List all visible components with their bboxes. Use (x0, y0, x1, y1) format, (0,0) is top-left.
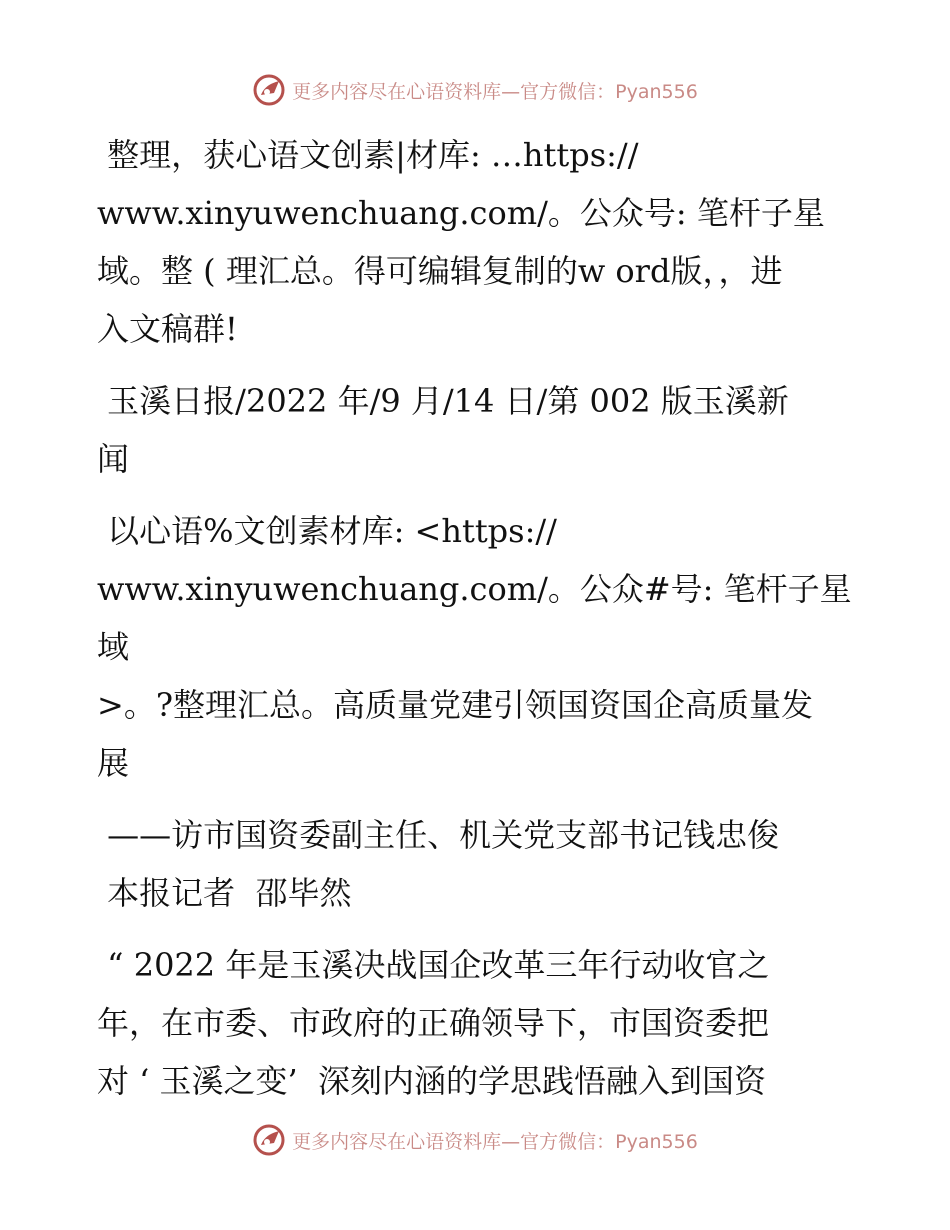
watermark-banner-bottom (0, 1123, 950, 1157)
paragraph-source: 玉溪日报/2022 年/9 月/14 日/第 002 版玉溪新 闻 (97, 382, 789, 478)
watermark-banner-top (0, 73, 950, 107)
paragraph-headline: 以心语%文创素材库: <https:// www.xinyuwenchuang.com/。公众#号: 笔杆子星域 >。?整理汇总。高质量党建引领国资国企高质量发 展 (97, 512, 852, 782)
watermark-text: 更多内容尽在心语资料库—官方微信：Pyan556 (292, 1130, 698, 1153)
watermark-text: 更多内容尽在心语资料库—官方微信：Pyan556 (292, 80, 698, 103)
book-logo-icon (252, 73, 286, 107)
document-body (97, 126, 857, 1110)
paragraph-body: “ 2022 年是玉溪决战国企改革三年行动收官之 年，在市委、市政府的正确领导下，市国资委把 对 ‘ 玉溪之变’ 深刻内涵的学思践悟融入到国资 (97, 946, 770, 1100)
paragraph-subtitle: ——访市国资委副主任、机关党支部书记钱忠俊 (97, 816, 780, 854)
paragraph-intro: 整理，获心语文创素|材库: …https:// www.xinyuwenchuang.com/。公众号: 笔杆子星 域。整 ( 理汇总。得可编辑复制的w ord版，，进 入文稿群! (97, 136, 825, 348)
paragraph-byline: 本报记者 邵毕然 (97, 874, 352, 912)
book-logo-icon (252, 1123, 286, 1157)
